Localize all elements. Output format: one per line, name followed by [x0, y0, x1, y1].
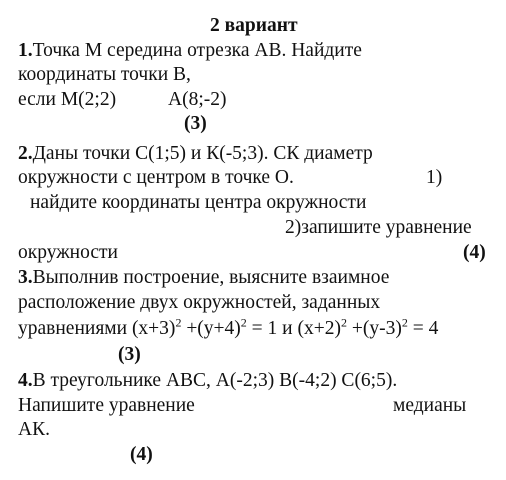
- eq-exponent-1: 2: [175, 315, 182, 330]
- task-2-line-3: найдите координаты центра окружности: [30, 192, 367, 213]
- task-1-number: 1.: [18, 40, 33, 61]
- worksheet-title: 2 вариант: [210, 15, 298, 36]
- task-3-line-1: [18, 267, 389, 289]
- task-1-points: (3): [184, 113, 207, 134]
- task-1-text-1: Точка М середина отрезка АВ. Найдите: [32, 40, 362, 61]
- task-3-line-2: расположение двух окружностей, заданных: [18, 292, 381, 313]
- task-4-points: (4): [130, 444, 153, 465]
- eq-part-2: +(y+4): [181, 318, 241, 339]
- task-2-line-5: окружности: [18, 242, 118, 263]
- task-2-line-2a: окружности с центром в точке О.: [18, 167, 294, 188]
- task-4-line-3: АК.: [18, 419, 50, 440]
- task-1-line-3a: если М(2;2): [18, 89, 117, 110]
- task-1-line-1: [18, 40, 362, 62]
- task-4-line-2b: медианы: [393, 395, 467, 416]
- task-2-points: (4): [463, 242, 486, 263]
- task-1-line-3b: А(8;-2): [168, 89, 227, 110]
- task-4-number: 4.: [18, 370, 33, 391]
- eq-part-1: уравнениями (x+3): [18, 318, 176, 339]
- task-3-equation: [18, 315, 439, 340]
- eq-part-5: = 4: [407, 318, 439, 339]
- task-2-text-1: Даны точки С(1;5) и К(-5;3). СК диаметр: [32, 143, 373, 164]
- eq-part-3: = 1 и (x+2): [246, 318, 341, 339]
- task-4-line-2a: Напишите уравнение: [18, 395, 195, 416]
- task-4-line-1: [18, 370, 397, 392]
- task-2-line-1: [18, 143, 373, 165]
- eq-exponent-2: 2: [240, 315, 247, 330]
- eq-exponent-3: 2: [340, 315, 347, 330]
- task-2-line-2b: 1): [426, 167, 443, 188]
- task-3-points: (3): [118, 344, 141, 365]
- eq-exponent-4: 2: [401, 315, 408, 330]
- task-3-text-1: Выполнив построение, выясните взаимное: [32, 267, 390, 288]
- task-1-line-2: координаты точки В,: [18, 64, 191, 85]
- task-3-number: 3.: [18, 267, 33, 288]
- task-4-text-1: В треугольнике АВС, А(-2;3) В(-4;2) С(6;5).: [32, 370, 398, 391]
- task-2-line-4: 2)запишите уравнение: [285, 217, 472, 238]
- eq-part-4: +(y-3): [346, 318, 402, 339]
- task-2-number: 2.: [18, 143, 33, 164]
